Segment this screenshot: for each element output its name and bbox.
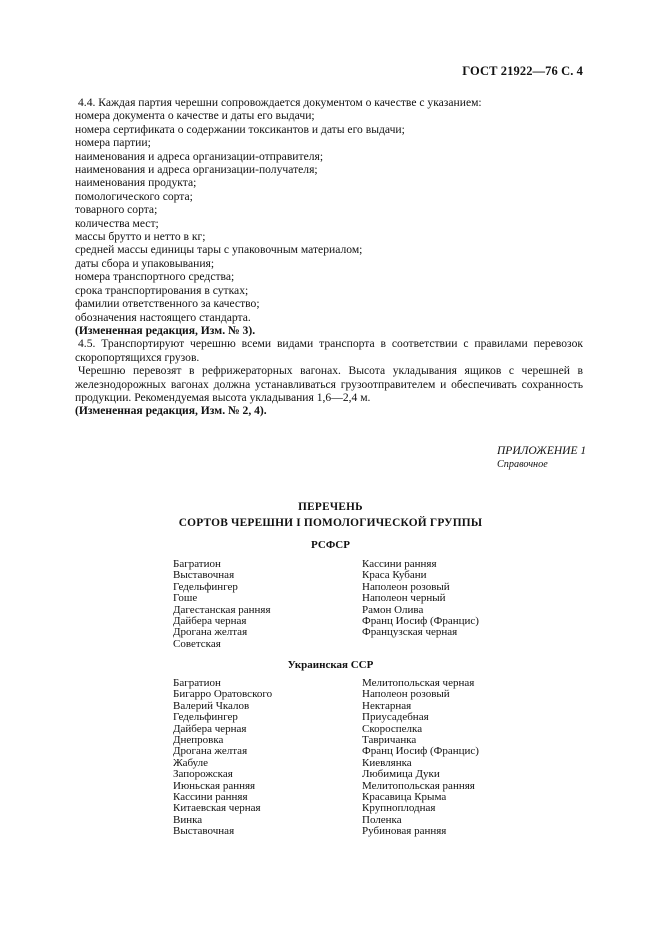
- variety-item: Наполеон розовый: [362, 580, 450, 593]
- list-item: фамилии ответственного за качество;: [75, 297, 260, 311]
- list-item: наименования продукта;: [75, 176, 197, 190]
- variety-item: Рамон Олива: [362, 603, 424, 616]
- list-item: наименования и адреса организации-отправителя;: [75, 149, 324, 163]
- list-item: номера партии;: [75, 136, 151, 150]
- variety-item: Советская: [173, 637, 221, 650]
- variety-item: Дрогана желтая: [173, 626, 248, 639]
- variety-item: Красавица Крыма: [362, 791, 447, 804]
- variety-item: Киевлянка: [362, 756, 412, 769]
- list-subtitle: СОРТОВ ЧЕРЕШНИ I ПОМОЛОГИЧЕСКОЙ ГРУППЫ: [178, 517, 483, 529]
- variety-item: Днепровка: [173, 734, 224, 747]
- variety-item: Поленка: [362, 813, 402, 826]
- region-heading-rsfsr: РСФСР: [311, 539, 350, 551]
- variety-item: Винка: [173, 813, 203, 826]
- variety-item: Выставочная: [173, 569, 235, 582]
- variety-item: Тавричанка: [362, 734, 417, 747]
- list-item: количества мест;: [75, 216, 159, 230]
- list-title: ПЕРЕЧЕНЬ: [298, 501, 363, 513]
- variety-item: Выставочная: [173, 825, 235, 838]
- list-item: массы брутто и нетто в кг;: [75, 230, 206, 244]
- rsfsr-left-column: [173, 559, 271, 650]
- variety-item: Дайбера черная: [173, 615, 247, 628]
- variety-item: Кассини ранняя: [362, 558, 437, 570]
- list-item: товарного сорта;: [75, 203, 158, 217]
- variety-item: Наполеон розовый: [362, 688, 450, 701]
- variety-item: Гедельфингер: [173, 711, 238, 724]
- variety-item: Багратион: [173, 677, 221, 689]
- variety-item: Краса Кубани: [362, 569, 427, 582]
- variety-item: Гоше: [173, 592, 198, 605]
- variety-item: Нектарная: [362, 699, 412, 712]
- variety-item: Дагестанская ранняя: [173, 603, 271, 616]
- variety-item: Запорожская: [173, 768, 233, 781]
- amendment-note: (Измененная редакция, Изм. № 2, 4).: [75, 404, 267, 418]
- section-4-5-paragraph: 4.5. Транспортируют черешню всеми видами транспорта в соответствии с правилами перевозок скоропортящихся грузов.: [75, 337, 583, 364]
- variety-item: Июньская ранняя: [173, 779, 256, 792]
- rsfsr-right-column: [362, 559, 479, 639]
- variety-item: Дрогана желтая: [173, 745, 248, 758]
- variety-item: Дайбера черная: [173, 722, 247, 735]
- variety-item: Рубиновая ранняя: [362, 825, 447, 838]
- list-item: номера документа о качестве и даты его выдачи;: [75, 109, 315, 123]
- variety-item: Франц Иосиф (Франциc): [362, 745, 479, 758]
- list-item: номера сертификата о содержании токсикантов и даты его выдачи;: [75, 122, 405, 136]
- variety-item: Приусадебная: [362, 711, 429, 724]
- list-item: помологического сорта;: [75, 189, 193, 203]
- variety-item: Мелитопольская ранняя: [362, 779, 475, 792]
- variety-item: Жабуле: [173, 756, 209, 769]
- variety-item: Багратион: [173, 558, 221, 570]
- variety-item: Мелитопольская черная: [362, 677, 475, 689]
- variety-item: Кассини ранняя: [173, 791, 248, 804]
- variety-item: Скороспелка: [362, 722, 423, 735]
- variety-item: Китаевская черная: [173, 802, 261, 815]
- variety-item: Крупноплодная: [362, 802, 436, 815]
- appendix-subtitle: Справочное: [497, 459, 548, 470]
- list-item: срока транспортирования в сутках;: [75, 283, 249, 297]
- variety-item: Французская черная: [362, 626, 458, 639]
- variety-item: Бигарро Оратовского: [173, 688, 273, 701]
- transport-paragraph: Черешню перевозят в рефрижераторных вагонах. Высота укладывания ящиков с черешней в железнодорожных вагонах должна устанавливаться грузоотправителем и обеспечивать сохранность продукции. Рекомендуемая высота укладывания 1,6—2,4 м.: [75, 364, 583, 404]
- amendment-note: (Измененная редакция, Изм. № 3).: [75, 323, 256, 337]
- section-4-4-intro: 4.4. Каждая партия черешни сопровождается документом о качестве с указанием:: [78, 96, 482, 109]
- ukraine-left-column: [173, 678, 272, 838]
- standard-header: ГОСТ 21922—76 С. 4: [462, 64, 583, 78]
- appendix-title: ПРИЛОЖЕНИЕ 1: [497, 445, 587, 457]
- list-item: наименования и адреса организации-получателя;: [75, 163, 318, 177]
- variety-item: Наполеон черный: [362, 592, 446, 605]
- ukraine-right-column: [362, 678, 479, 838]
- variety-item: Франц Иосиф (Франциc): [362, 615, 479, 628]
- list-item: номера транспортного средства;: [75, 270, 235, 284]
- variety-item: Гедельфингер: [173, 580, 238, 593]
- list-item: средней массы единицы тары с упаковочным материалом;: [75, 243, 363, 257]
- section-4-4: [75, 96, 583, 418]
- appendix-label: [497, 444, 586, 472]
- variety-item: Любимица Дуки: [362, 768, 440, 781]
- list-item: обозначения настоящего стандарта.: [75, 310, 251, 324]
- region-heading-ukraine: Украинская ССР: [287, 659, 374, 671]
- list-item: даты сбора и упаковывания;: [75, 256, 215, 270]
- variety-item: Валерий Чкалов: [173, 699, 250, 712]
